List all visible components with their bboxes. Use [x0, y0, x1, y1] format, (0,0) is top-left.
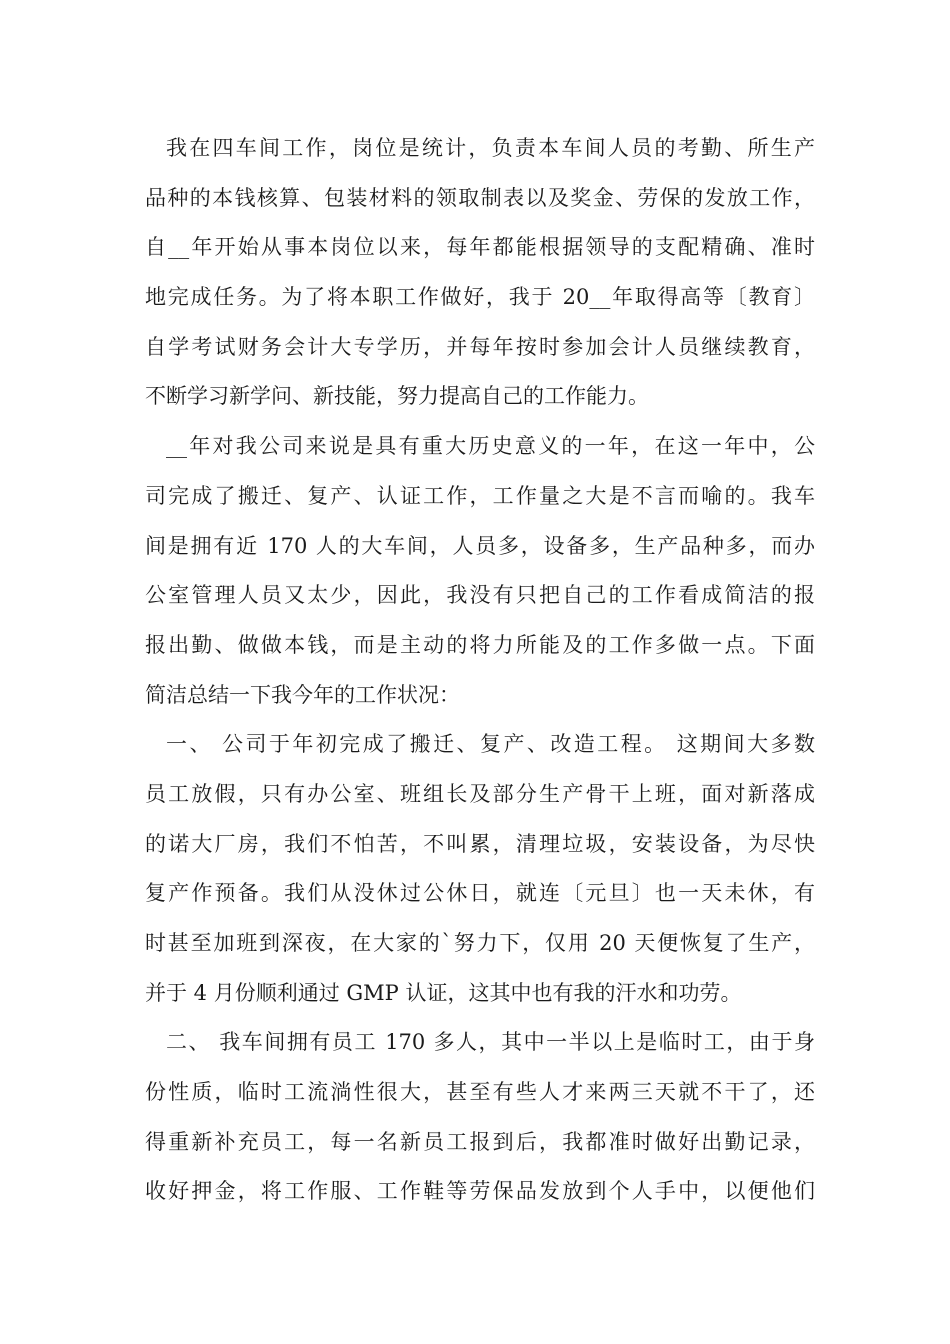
paragraph-4: [145, 1018, 815, 1217]
text-line: 并于 4 月份顺利通过 GMP 认证，这其中也有我的汗水和功劳。: [145, 980, 742, 1005]
paragraph-1: [145, 124, 815, 422]
text-line: 时甚至加班到深夜，在大家的`努力下，仅用 20 天便恢复了生产，: [145, 931, 815, 955]
text-line: __年对我公司来说是具有重大历史意义的一年，在这一年中，公: [166, 434, 815, 459]
text-line: 司完成了搬迁、复产、认证工作，工作量之大是不言而喻的。我车: [145, 483, 815, 508]
text-line: 我在四车间工作，岗位是统计，负责本车间人员的考勤、所生产: [166, 136, 815, 160]
text-line: 报出勤、做做本钱，而是主动的将力所能及的工作多做一点。下面: [145, 632, 815, 657]
text-line: 收好押金，将工作服、工作鞋等劳保品发放到个人手中，以便他们: [145, 1179, 815, 1204]
text-line: 品种的本钱核算、包装材料的领取制表以及奖金、劳保的发放工作，: [145, 185, 815, 210]
text-line: 员工放假，只有办公室、班组长及部分生产骨干上班，面对新落成: [145, 781, 815, 806]
text-line: 不断学习新学问、新技能，努力提高自己的工作能力。: [145, 384, 649, 409]
text-line: 简洁总结一下我今年的工作状况：: [145, 682, 460, 707]
text-line: 自学考试财务会计大专学历，并每年按时参加会计人员继续教育，: [145, 334, 815, 359]
text-line: 的诺大厂房，我们不怕苦，不叫累，清理垃圾，安装设备，为尽快: [145, 831, 815, 856]
paragraph-3: [145, 720, 815, 1018]
text-line: 一、 公司于年初完成了搬迁、复产、改造工程。 这期间大多数: [166, 732, 815, 757]
document-body: [145, 124, 815, 1217]
text-line: 二、 我车间拥有员工 170 多人，其中一半以上是临时工，由于身: [166, 1030, 815, 1055]
paragraph-2: [145, 422, 815, 720]
text-line: 间是拥有近 170 人的大车间，人员多，设备多，生产品种多，而办: [145, 533, 815, 558]
text-line: 地完成任务。为了将本职工作做好，我于 20__年取得高等〔教育〕: [145, 285, 815, 310]
text-line: 得重新补充员工，每一名新员工报到后，我都准时做好出勤记录，: [145, 1129, 815, 1154]
text-line: 公室管理人员又太少，因此，我没有只把自己的工作看成简洁的报: [145, 583, 815, 608]
text-line: 复产作预备。我们从没休过公休日，就连〔元旦〕也一天未休，有: [145, 881, 815, 906]
text-line: 自__年开始从事本岗位以来，每年都能根据领导的支配精确、准时: [145, 235, 815, 260]
text-line: 份性质，临时工流淌性很大，甚至有些人才来两三天就不干了，还: [145, 1080, 815, 1105]
